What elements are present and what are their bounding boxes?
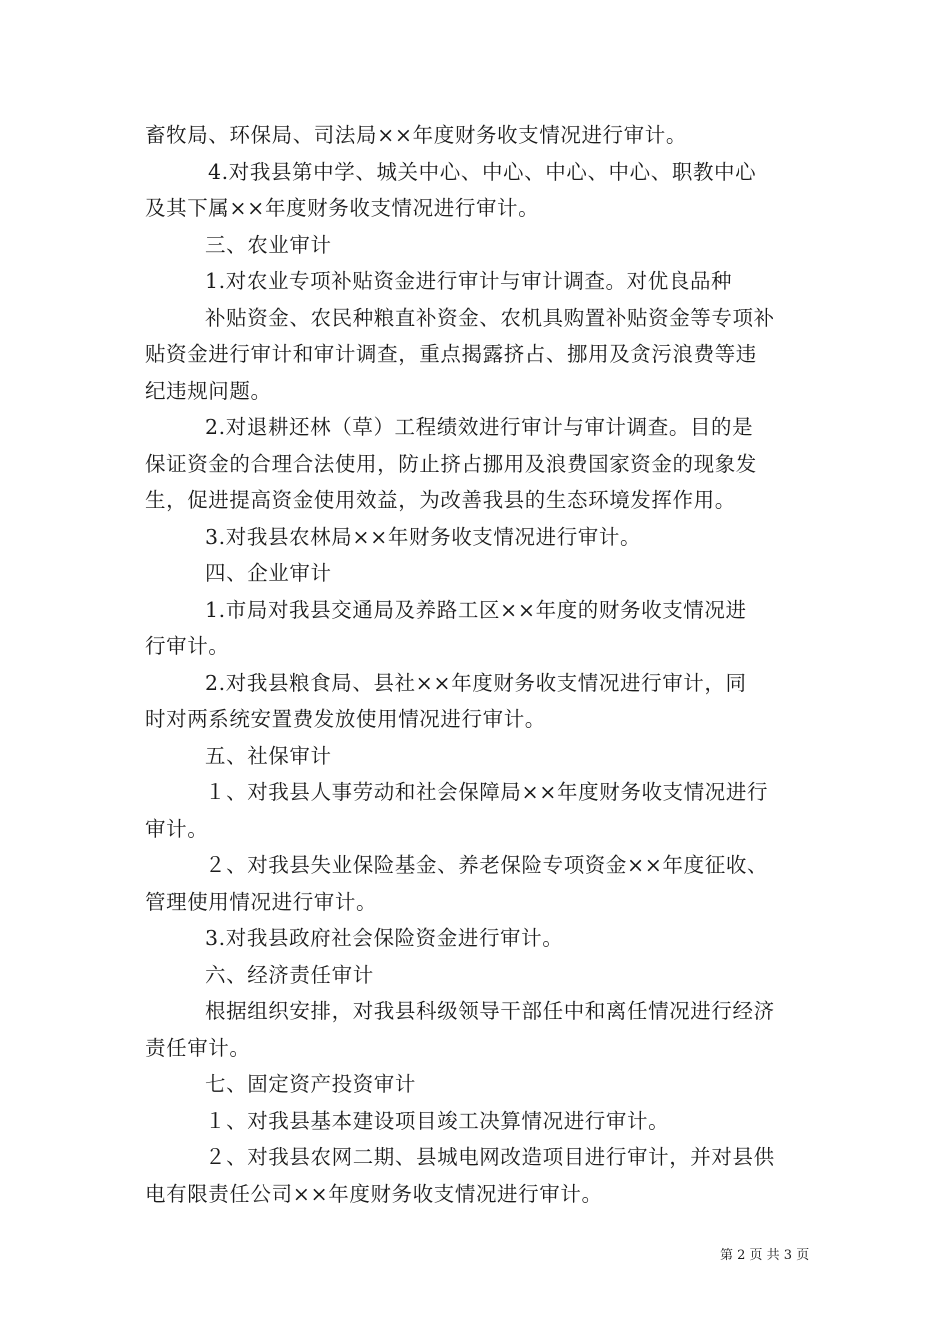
text-line: ２、对我县农网二期、县城电网改造项目进行审计，并对县供 — [205, 1145, 775, 1169]
text-line: 1.对农业专项补贴资金进行审计与审计调查。对优良品种 — [205, 269, 733, 293]
text-line: 1.市局对我县交通局及养路工区××年度的财务收支情况进 — [205, 597, 747, 622]
text-line: 2.对退耕还林（草）工程绩效进行审计与审计调查。目的是 — [205, 415, 754, 439]
section-heading: 四、企业审计 — [205, 561, 332, 585]
text-line: 4.对我县第中学、城关中心、中心、中心、中心、职教中心 — [208, 159, 757, 184]
text-line: １、对我县人事劳动和社会保障局××年度财务收支情况进行 — [205, 780, 769, 804]
section-heading: 六、经济责任审计 — [205, 962, 374, 987]
text-line: １、对我县基本建设项目竣工决算情况进行审计。 — [205, 1108, 670, 1133]
text-line: 畜牧局、环保局、司法局××年度财务收支情况进行审计。 — [145, 123, 687, 147]
text-line: 审计。 — [145, 816, 209, 841]
section-heading: 七、固定资产投资审计 — [205, 1072, 416, 1096]
text-line: 根据组织安排，对我县科级领导干部任中和离任情况进行经济 — [205, 999, 775, 1023]
document-body — [145, 117, 815, 1212]
text-line: 纪违规问题。 — [145, 378, 272, 403]
text-line: 行审计。 — [145, 634, 230, 658]
section-heading: 三、农业审计 — [205, 232, 332, 257]
text-line: 3.对我县政府社会保险资金进行审计。 — [205, 926, 564, 950]
section-heading: 五、社保审计 — [205, 743, 332, 768]
text-line: 责任审计。 — [145, 1035, 251, 1060]
text-line: 及其下属××年度财务收支情况进行审计。 — [145, 196, 540, 220]
text-line: 生，促进提高资金使用效益，为改善我县的生态环境发挥作用。 — [145, 488, 736, 512]
text-line: 保证资金的合理合法使用，防止挤占挪用及浪费国家资金的现象发 — [145, 451, 757, 476]
page-number: 第 2 页 共 3 页 — [720, 1248, 810, 1263]
text-line: 3.对我县农林局××年财务收支情况进行审计。 — [205, 524, 642, 549]
text-line: 电有限责任公司××年度财务收支情况进行审计。 — [145, 1181, 603, 1206]
text-line: ２、对我县失业保险基金、养老保险专项资金××年度征收、 — [205, 853, 769, 877]
text-line: 2.对我县粮食局、县社××年度财务收支情况进行审计，同 — [205, 670, 747, 695]
text-line: 管理使用情况进行审计。 — [145, 889, 378, 914]
text-line: 补贴资金、农民种粮直补资金、农机具购置补贴资金等专项补 — [205, 305, 775, 330]
text-line: 贴资金进行审计和审计调查，重点揭露挤占、挪用及贪污浪费等违 — [145, 342, 757, 366]
text-line: 时对两系统安置费发放使用情况进行审计。 — [145, 707, 546, 731]
